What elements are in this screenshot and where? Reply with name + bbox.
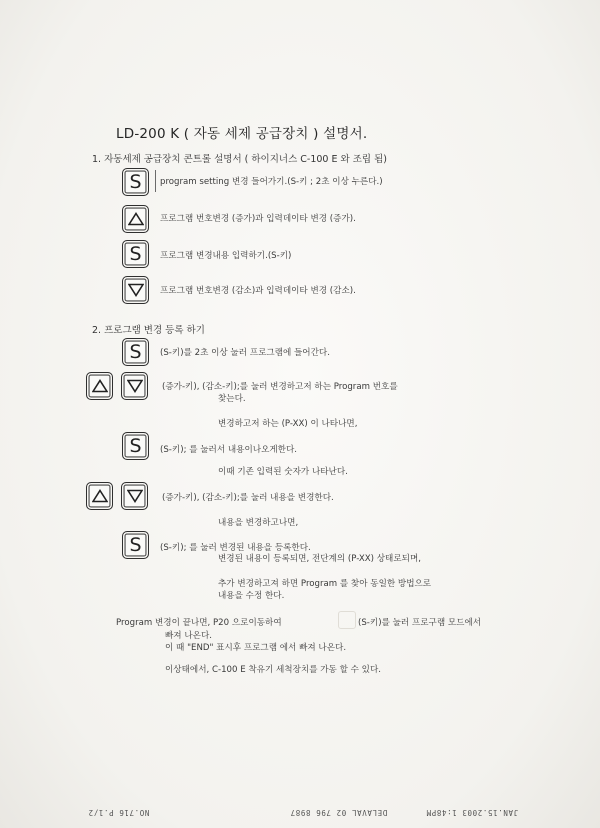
section2-heading: 2. 프로그램 변경 등록 하기 bbox=[92, 325, 205, 336]
s-key-icon bbox=[122, 240, 149, 268]
s-key-label: S bbox=[129, 533, 142, 556]
fax-footer-date: JAN.15.2003 1:48PM bbox=[426, 808, 519, 817]
step2-line2: 찾는다. bbox=[218, 394, 246, 404]
s-key-icon bbox=[122, 168, 149, 196]
s-key-icon bbox=[122, 432, 149, 460]
closing-line1b: (S-키)를 눌러 프로구램 모드에서 bbox=[358, 618, 482, 628]
step2-line1: (증가-키), (감소-키);를 눌러 변경하고저 하는 Program 번호를 bbox=[162, 382, 398, 392]
up-triangle-key-icon bbox=[86, 372, 113, 400]
step1-text: (S-키)를 2초 이상 눌러 프로그램에 들어간다. bbox=[160, 348, 330, 358]
bracket-mark bbox=[155, 170, 158, 192]
fax-footer-page: NO.716 P.1/2 bbox=[88, 808, 150, 817]
section1-heading: 1. 자동세제 공급장치 콘트롤 설명서 ( 하이지너스 C-100 E 와 조립 됨) bbox=[92, 154, 387, 165]
up-triangle-key-icon bbox=[86, 482, 113, 510]
section1-item-1: program setting 변경 들어가기.(S-키 ; 2초 이상 누른다.) bbox=[160, 177, 383, 187]
step3-line2: 이때 기존 입력된 숫자가 나타난다. bbox=[218, 467, 348, 477]
section1-item-4: 프로그램 번호변경 (감소)과 입력데이타 변경 (감소). bbox=[160, 286, 356, 296]
fax-footer-sender: DELAVAL 02 796 8987 bbox=[290, 808, 388, 817]
step4-line2: 내용을 변경하고나면, bbox=[218, 518, 299, 528]
s-key-label: S bbox=[129, 434, 142, 457]
down-triangle-key-icon bbox=[121, 482, 148, 510]
s-key-icon bbox=[122, 338, 149, 366]
step5-line2: 변경된 내용이 등록되면, 전단계의 (P-XX) 상태로되며, bbox=[218, 554, 421, 564]
closing-line2: 빠져 나온다. bbox=[165, 631, 212, 641]
closing-line1a: Program 변경이 끝나면, P20 으로이동하여 bbox=[116, 618, 282, 628]
section1-item-3: 프로그램 변경내용 입력하기.(S-키) bbox=[160, 251, 292, 261]
section1-item-2: 프로그램 번호변경 (증가)과 입력데이타 변경 (증가). bbox=[160, 214, 356, 224]
s-key-label: S bbox=[129, 340, 142, 363]
closing-line4: 이상태에서, C-100 E 착유기 세척장치를 가동 할 수 있다. bbox=[165, 665, 381, 675]
s-key-icon bbox=[122, 531, 149, 559]
faded-s-key-icon bbox=[338, 611, 356, 629]
step5-line3: 추가 변경하고져 하면 Program 를 찾아 동일한 방법으로 bbox=[218, 579, 432, 589]
closing-line3: 이 때 "END" 표시후 프로그램 에서 빠져 나온다. bbox=[165, 643, 347, 653]
document-title: LD-200 K ( 자동 세제 공급장치 ) 설명서. bbox=[116, 126, 368, 142]
up-triangle-key-icon bbox=[122, 205, 149, 233]
step3-line1: (S-키); 를 눌러서 내용이나오게한다. bbox=[160, 445, 298, 455]
step5-line1: (S-키); 를 눌러 변경된 내용을 등록한다. bbox=[160, 543, 311, 553]
s-key-label: S bbox=[129, 242, 142, 265]
s-key-label: S bbox=[129, 170, 142, 193]
down-triangle-key-icon bbox=[121, 372, 148, 400]
step2-line3: 변경하고저 하는 (P-XX) 이 나타나면, bbox=[218, 419, 358, 429]
step4-line1: (증가-키), (감소-키);를 눌러 내용을 변경한다. bbox=[162, 493, 334, 503]
step5-line4: 내용을 수정 한다. bbox=[218, 591, 285, 601]
down-triangle-key-icon bbox=[122, 276, 149, 304]
